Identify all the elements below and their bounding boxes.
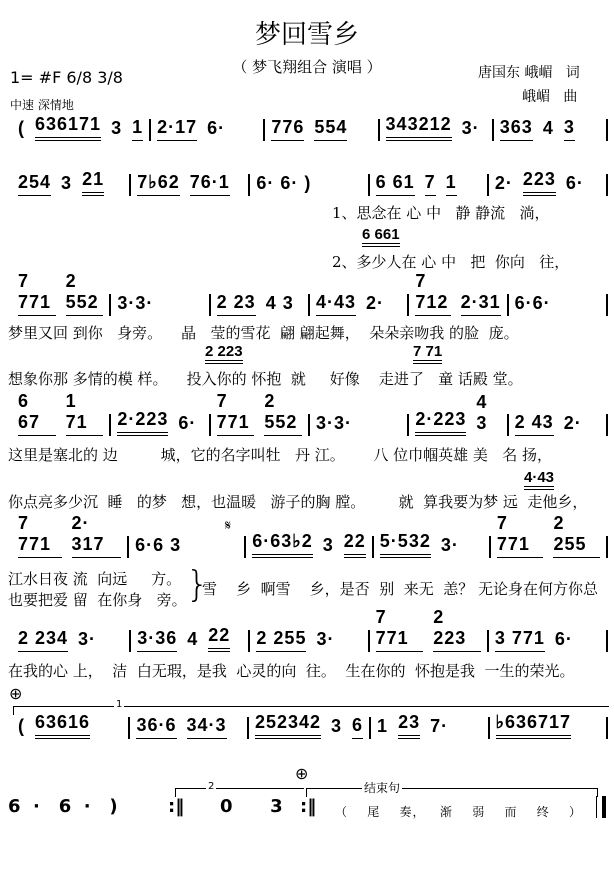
ending-bracket — [306, 781, 598, 797]
note-group: 3· — [78, 629, 97, 649]
alt-notes-1: 6 661 — [362, 226, 400, 247]
song-title: 梦回雪乡 — [254, 20, 359, 50]
note-group: 3·3· — [315, 413, 352, 433]
measure — [111, 293, 208, 316]
note-group: 2·17 — [157, 117, 197, 141]
repeat-barline-2: :‖ — [300, 796, 317, 817]
note-group: 2· 317 — [72, 513, 122, 558]
measure — [509, 412, 606, 436]
note-group: 6· 6· ) — [256, 173, 312, 193]
notation-row-1 — [10, 114, 608, 141]
notation-row-5 — [10, 513, 608, 558]
brace-icon: } — [186, 564, 209, 605]
note-group: 2 23 — [217, 292, 256, 316]
note-group: 554 — [314, 117, 347, 141]
measure — [12, 513, 127, 558]
note-group: 7 771 — [18, 271, 56, 316]
final-notes-a: 6 · 6 · ) — [8, 796, 118, 817]
measure — [211, 292, 308, 316]
note-group: 7· — [430, 716, 449, 736]
measure — [491, 513, 606, 558]
measure — [409, 271, 506, 316]
measure — [151, 117, 263, 141]
measure — [370, 607, 487, 652]
note-group: 3 771 — [495, 628, 545, 652]
note-group: 76·1 — [190, 172, 230, 196]
note-group: 7 771 — [217, 391, 255, 436]
note-group: 2 234 — [18, 628, 68, 652]
note-group: 6·63♭2 — [252, 531, 313, 558]
note-group: ♭636717 — [496, 712, 572, 739]
note-group: 2· — [494, 173, 513, 193]
note-group: 2 552 — [264, 391, 302, 436]
note-group: 7 771 — [497, 513, 544, 558]
note-group: 3·3· — [117, 293, 154, 313]
measure — [12, 169, 129, 196]
note-group: 2· — [563, 413, 582, 433]
note-group: 363 — [500, 117, 533, 141]
lyric-verse2-c: 你点亮多少沉 睡 的梦 想，也温暖 游子的胸 膛。 就 算我要为梦 远 走他乡， — [8, 493, 588, 511]
measure — [129, 535, 244, 558]
note-group: 6·6 3 — [135, 535, 182, 555]
measure — [371, 712, 487, 739]
measure — [380, 114, 492, 141]
note-group: 22 — [344, 531, 366, 558]
notation-row-3 — [10, 271, 608, 316]
measure — [250, 628, 367, 652]
alt-notes-2b: 7 71 — [413, 343, 442, 364]
note-group: 3 — [322, 535, 334, 555]
note-group: 5·532 — [380, 531, 431, 558]
note-group: 636171 — [35, 114, 101, 141]
note-group: 3·36 — [137, 628, 177, 652]
measure — [489, 628, 606, 652]
lyric-verse1-a: 1、思念在 心 中 静 静流 淌， — [332, 204, 550, 222]
note-group: 2 255 — [553, 513, 600, 558]
note-group: 6· — [207, 118, 226, 138]
note-group: 6· — [554, 629, 573, 649]
measure — [310, 413, 407, 436]
barline — [606, 536, 608, 558]
measure — [111, 409, 208, 436]
note-group: 252342 — [255, 712, 321, 739]
lyric-verse1-c: 这里是塞北的 边 城，它的名字叫牡 丹 江。 八 位巾帼英雄 美 名 扬， — [8, 446, 552, 464]
measure — [130, 715, 246, 739]
note-group: 4 3 — [265, 293, 294, 313]
barline — [606, 414, 608, 436]
note-group: 1 71 — [66, 391, 104, 436]
notation-row-7 — [10, 712, 608, 739]
alt-notes-2a: 2 223 — [205, 343, 243, 364]
notation-row-2 — [10, 169, 608, 196]
note-group: 36·6 — [136, 715, 176, 739]
note-group: 21 — [82, 169, 104, 196]
note-group: 7 — [425, 172, 436, 196]
measure — [12, 114, 149, 141]
note-group: 3 — [331, 716, 343, 736]
note-group: 254 — [18, 172, 51, 196]
measure — [246, 531, 372, 558]
note-group: 4 3 — [476, 392, 488, 433]
barline — [606, 119, 608, 141]
notation-row-6 — [10, 607, 608, 652]
lyricist: 唐国东 峨嵋 词 — [478, 65, 580, 81]
ending-label: 结束句 — [364, 781, 401, 795]
note-group: 2 43 — [515, 412, 554, 436]
note-group: 1 — [446, 172, 457, 196]
measure — [12, 391, 109, 436]
measure — [265, 117, 377, 141]
note-group: 223 — [523, 169, 556, 196]
note-group: 2·223 — [117, 409, 168, 436]
barline — [606, 717, 608, 739]
composer: 峨嵋 曲 — [522, 89, 578, 105]
measure — [12, 712, 128, 739]
note-group: 6· — [565, 173, 584, 193]
note-group: 4·43 — [316, 292, 356, 316]
note-group: 3· — [440, 535, 459, 555]
measure — [494, 117, 606, 141]
lyric-verse1-d: 江水日夜 流 向远 方。 — [8, 570, 182, 588]
note-group: 3 — [61, 173, 73, 193]
note-group: 63616 — [35, 712, 90, 739]
note-group: 1 — [132, 117, 143, 141]
volta-1-label: 1 — [116, 699, 123, 710]
note-group: 2· — [366, 293, 385, 313]
measure — [12, 271, 109, 316]
barline — [606, 630, 608, 652]
note-group: 34·3 — [187, 715, 227, 739]
note-group: 6 — [352, 715, 363, 739]
repeat-barline: :‖ — [168, 796, 185, 817]
note-group: 7 771 — [18, 513, 62, 558]
coda-icon-2: ⊕ — [295, 764, 309, 783]
note-group: 6 67 — [18, 391, 56, 436]
measure — [509, 293, 606, 316]
measure — [409, 392, 506, 436]
note-group: 23 — [398, 712, 420, 739]
measure — [249, 712, 369, 739]
notation-row-4 — [10, 391, 608, 436]
measure — [211, 391, 308, 436]
measure — [12, 628, 129, 652]
measure — [370, 172, 487, 196]
measure — [490, 712, 606, 739]
note-group: 3· — [316, 629, 335, 649]
lyric-verse2-b: 想象你那 多情的模 样。 投入你的 怀抱 就 好像 走进了 童 话殿 堂。 — [8, 370, 523, 388]
measure — [489, 169, 606, 196]
barline — [606, 294, 608, 316]
note-group: 6 61 — [376, 172, 415, 196]
final-notes-b: 0 3 — [220, 796, 283, 817]
coda-icon: ⊕ — [9, 684, 23, 703]
note-group: 3 — [564, 117, 575, 141]
note-group: 2·223 — [415, 409, 466, 436]
volta-2-label: 2 — [208, 781, 215, 792]
note-group: 2·31 — [461, 292, 501, 316]
note-group: 4 — [542, 118, 554, 138]
measure — [250, 173, 367, 196]
note-group: 3 — [111, 118, 123, 138]
measure — [310, 292, 407, 316]
note-group: 7♭62 — [137, 172, 180, 196]
ending-instruction: （ 尾 奏， 渐 弱 而 终 ） — [335, 805, 582, 819]
chorus-lyric-a: 雪 乡 啊雪 乡，是否 别 来无 恙？ 无论身在何方你总 — [202, 580, 599, 598]
performer: （ 梦飞翔组合 演唱 ） — [232, 58, 382, 76]
note-group: ( — [18, 118, 25, 138]
alt-notes-3: 4·43 — [524, 469, 554, 490]
note-group: 7 712 — [415, 271, 450, 316]
note-group: 2 552 — [66, 271, 104, 316]
note-group: 4 — [187, 629, 199, 649]
measure — [131, 172, 248, 196]
note-group: 6· — [178, 413, 197, 433]
note-group: 7 771 — [376, 607, 424, 652]
note-group: 343212 — [386, 114, 452, 141]
note-group: 1 — [377, 716, 389, 736]
key-signature: 1= #F 6/8 3/8 — [10, 68, 123, 87]
lyric-verse2-d: 也要把爱 留 在你身 旁。 — [8, 591, 187, 609]
lyric-verse2-a: 2、多少人在 心 中 把 你向 往， — [332, 253, 570, 271]
note-group: 6·6· — [514, 293, 551, 313]
note-group: 3· — [461, 118, 480, 138]
note-group: 2 223 — [433, 607, 481, 652]
measure — [131, 625, 248, 652]
measure — [374, 531, 489, 558]
final-barline — [596, 796, 606, 818]
note-group: 2 255 — [256, 628, 306, 652]
note-group: 22 — [208, 625, 230, 652]
note-group: 776 — [271, 117, 304, 141]
chorus-lyric-b: 在我的心 上， 洁 白无瑕，是我 心灵的向 往。 生在你的 怀抱是我 一生的荣光。 — [8, 662, 575, 680]
tempo-marking: 中速 深情地 — [10, 98, 74, 112]
segno-icon: 𝄋 — [225, 518, 232, 534]
note-group: ( — [18, 716, 25, 736]
lyric-verse1-b: 梦里又回 到你 身旁。 晶 莹的雪花 翩 翩起舞， 朵朵亲吻我 的脸 庞。 — [8, 324, 519, 342]
barline — [606, 174, 608, 196]
